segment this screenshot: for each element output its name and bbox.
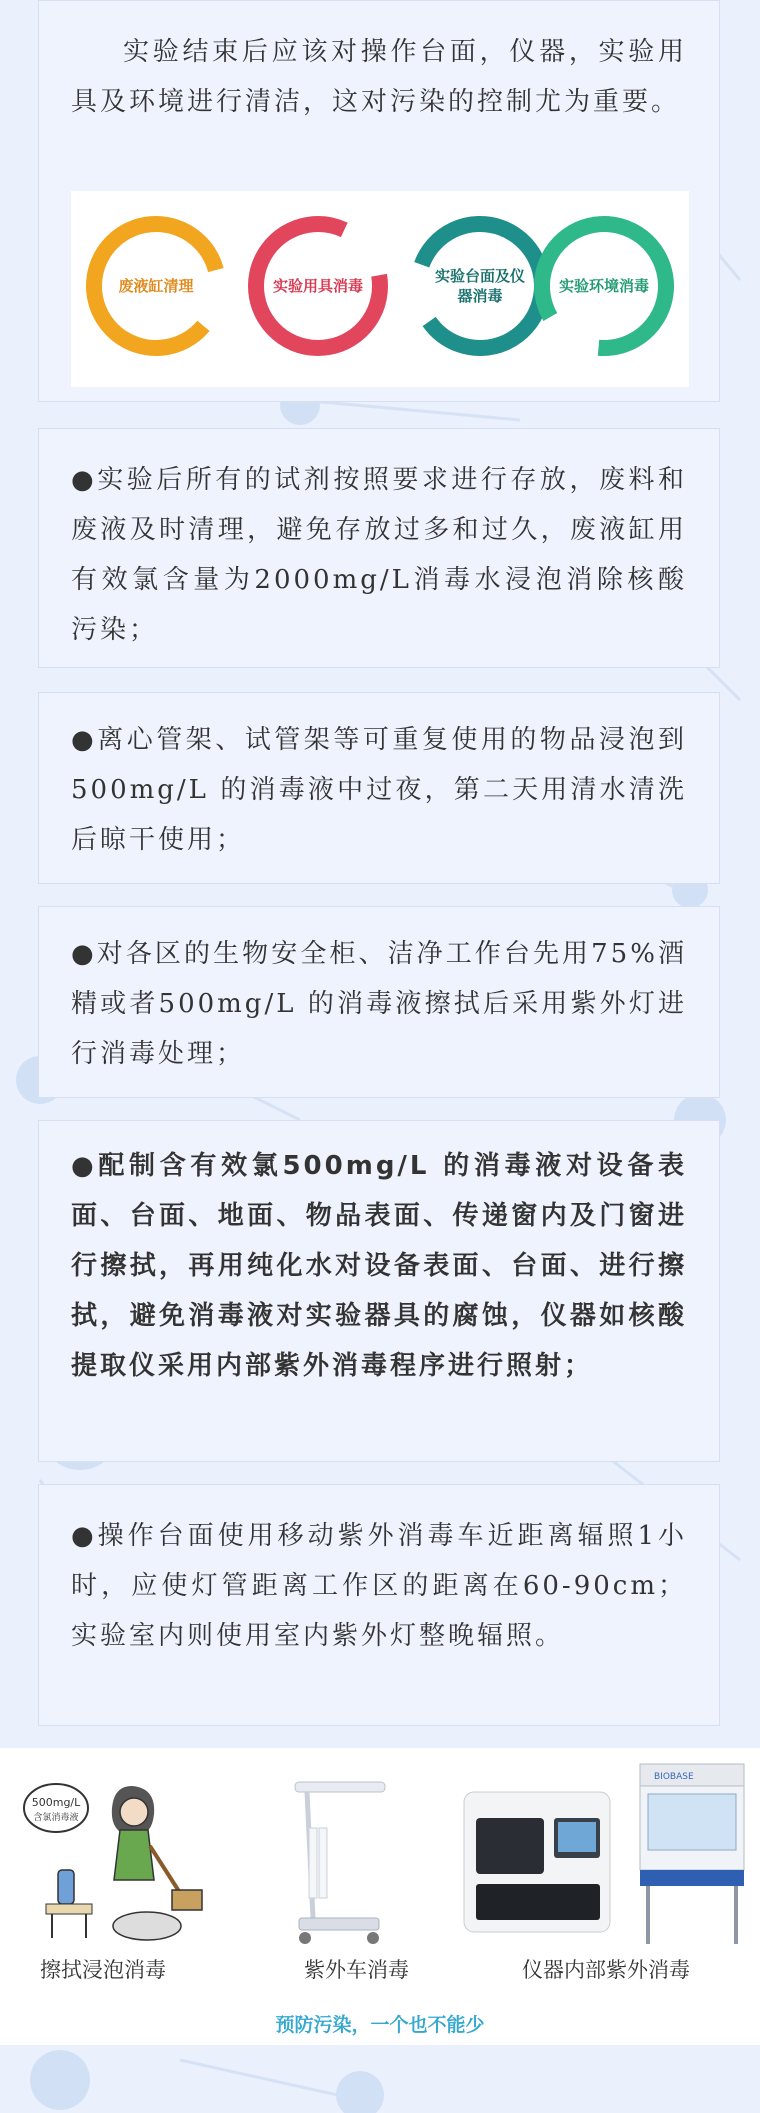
step-waste-liquid: [81, 211, 231, 361]
item-card-uv: [38, 1484, 720, 1726]
step-label: 实验台面及仪器消毒: [434, 267, 525, 305]
caption-wipe-soak: 擦拭浸泡消毒: [40, 1958, 166, 1982]
item-card-cabinets: [38, 906, 720, 1098]
step-tools: [243, 211, 393, 361]
uv-cart-illustration: [285, 1768, 395, 1948]
biosafety-cabinet-illustration: [632, 1760, 752, 1950]
nucleic-extractor-illustration: [462, 1788, 612, 1938]
item-text: ●实验后所有的试剂按照要求进行存放，废料和废液及时清理，避免存放过多和过久，废液缸用有效氯含量为2000mg/L消毒水浸泡消除核酸污染；: [71, 465, 687, 645]
caption-internal-uv: 仪器内部紫外消毒: [522, 1958, 690, 1982]
intro-card: [38, 0, 720, 402]
sign-line-1: 500mg/L: [31, 1796, 81, 1809]
step-label: 实验环境消毒: [558, 277, 649, 295]
item-card-waste: [38, 428, 720, 668]
cleaner-illustration: [22, 1766, 222, 1946]
intro-text: 实验结束后应该对操作台面，仪器，实验用具及环境进行清洁，这对污染的控制尤为重要。: [71, 37, 687, 117]
sign-line-2: 含氯消毒液: [33, 1813, 79, 1823]
step-environment: [529, 211, 679, 361]
item-text: ●对各区的生物安全柜、洁净工作台先用75%酒精或者500mg/L 的消毒液擦拭后采用紫外灯进行消毒处理；: [71, 939, 687, 1069]
disinfection-methods-panel: [0, 1748, 760, 2045]
item-text: ●操作台面使用移动紫外消毒车近距离辐照1小时，应使灯管距离工作区的距离在60-90cm；实验室内则使用室内紫外灯整晚辐照。: [71, 1521, 687, 1651]
item-text-bold: ●配制含有效氯500mg/L 的消毒液对设备表面、台面、地面、物品表面、传递窗内及门窗进行擦拭，再用纯化水对设备表面、台面、进行擦拭，避免消毒液对实验器具的腐蚀，仪器如核酸提取仪采用内部紫外消毒程序进行照射；: [71, 1151, 687, 1381]
caption-uv-cart: 紫外车消毒: [304, 1958, 409, 1982]
cabinet-brand: BIOBASE: [654, 1772, 694, 1782]
item-card-racks: [38, 692, 720, 884]
step-label: 实验用具消毒: [272, 277, 363, 295]
item-card-surfaces: [38, 1120, 720, 1462]
cleaning-steps-strip: [71, 191, 689, 387]
item-text: ●离心管架、试管架等可重复使用的物品浸泡到500mg/L 的消毒液中过夜，第二天用清水清洗后晾干使用；: [71, 725, 687, 855]
slogan: 预防污染，一个也不能少: [275, 2014, 485, 2036]
step-label: 废液缸清理: [118, 277, 194, 295]
